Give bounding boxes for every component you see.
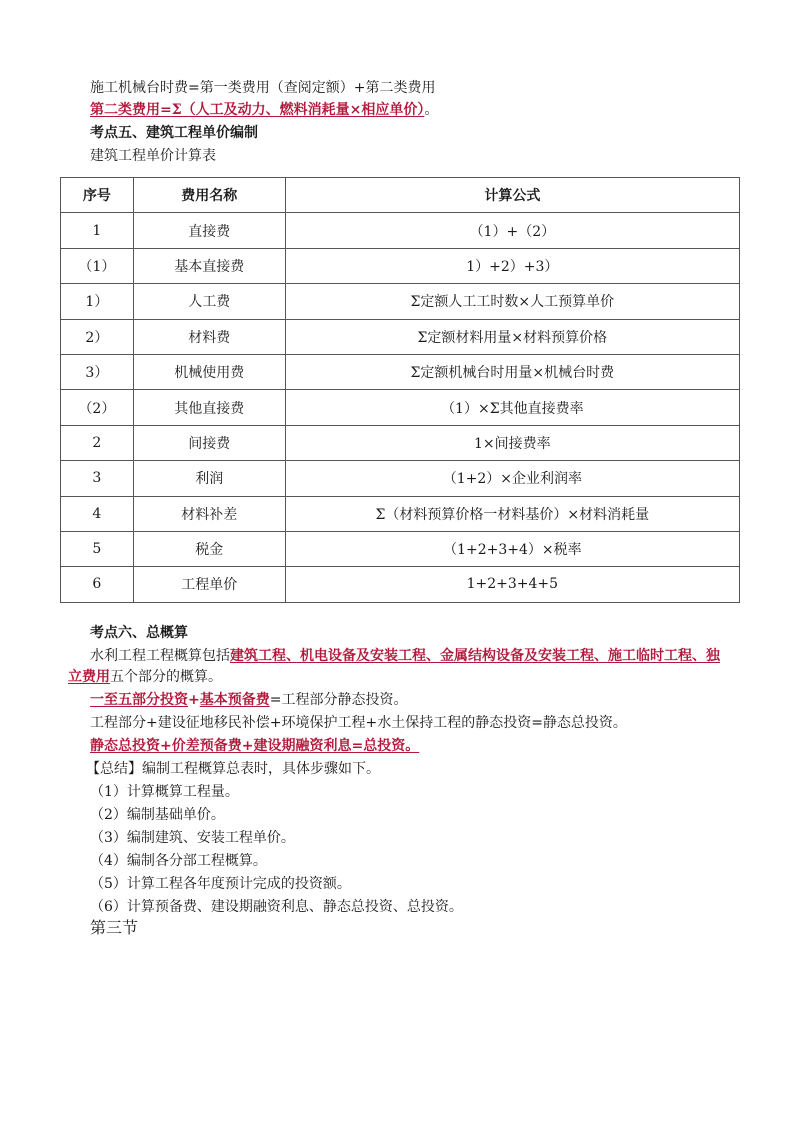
total-static-investment-line: 工程部分+建设征地移民补偿+环境保护工程+水土保持工程的静态投资=静态总投资。 bbox=[90, 715, 627, 731]
cell-formula: （1+2）×企业利润率 bbox=[285, 461, 739, 496]
table-row bbox=[61, 248, 740, 283]
cell-no: 6 bbox=[61, 567, 134, 602]
budget-parts-lead: 水利工程工程概算包括 bbox=[90, 648, 230, 664]
cell-name: 间接费 bbox=[133, 425, 285, 460]
step-item: （6）计算预备费、建设期融资利息、静态总投资、总投资。 bbox=[90, 899, 463, 915]
cell-name: 材料费 bbox=[133, 319, 285, 354]
budget-parts-list: 建筑工程、机电设备及安装工程、金属结构设备及安装工程、施工临时工程、独立费用 bbox=[68, 648, 720, 685]
cell-name: 人工费 bbox=[133, 284, 285, 319]
table-caption: 建筑工程单价计算表 bbox=[90, 148, 216, 164]
machine-hour-cost-formula: 施工机械台时费=第一类费用（查阅定额）+第二类费用 bbox=[90, 80, 436, 96]
table-row bbox=[61, 496, 740, 531]
header-formula: 计算公式 bbox=[285, 178, 739, 213]
cell-formula: 1+2+3+4+5 bbox=[285, 567, 739, 602]
cell-formula: Σ定额机械台时用量×机械台时费 bbox=[285, 354, 739, 389]
heading-point-6: 考点六、总概算 bbox=[90, 625, 188, 641]
header-name: 费用名称 bbox=[133, 178, 285, 213]
cell-formula: Σ定额材料用量×材料预算价格 bbox=[285, 319, 739, 354]
table-row bbox=[61, 425, 740, 460]
step-item: （5）计算工程各年度预计完成的投资额。 bbox=[90, 876, 351, 892]
section-three-heading: 第三节 bbox=[90, 918, 139, 937]
step-item: （2）编制基础单价。 bbox=[90, 807, 225, 823]
table-row bbox=[61, 567, 740, 602]
cell-name: 工程单价 bbox=[133, 567, 285, 602]
cell-no: 3 bbox=[61, 461, 134, 496]
cell-formula: （1）×Σ其他直接费率 bbox=[285, 390, 739, 425]
cell-name: 利润 bbox=[133, 461, 285, 496]
cell-no: 2） bbox=[61, 319, 134, 354]
cell-no: （1） bbox=[61, 248, 134, 283]
table-row bbox=[61, 319, 740, 354]
second-class-cost-formula: 第二类费用=Σ（人工及动力、燃料消耗量×相应单价） bbox=[90, 102, 425, 118]
step-item: （4）编制各分部工程概算。 bbox=[90, 853, 267, 869]
table-row bbox=[61, 284, 740, 319]
parts-1-5-investment: 一至五部分投资 bbox=[90, 692, 188, 708]
table-row bbox=[61, 213, 740, 248]
cell-name: 材料补差 bbox=[133, 496, 285, 531]
second-class-cost-line bbox=[90, 100, 438, 120]
budget-parts-paragraph bbox=[68, 646, 728, 688]
static-investment-tail: =工程部分静态投资。 bbox=[269, 692, 408, 708]
table-header-row bbox=[61, 178, 740, 213]
unit-price-table bbox=[60, 177, 740, 603]
cell-name: 税金 bbox=[133, 531, 285, 566]
cell-no: 1 bbox=[61, 213, 134, 248]
cell-formula: Σ（材料预算价格一材料基价）×材料消耗量 bbox=[285, 496, 739, 531]
cell-formula: 1）+2）+3） bbox=[285, 248, 739, 283]
table-row bbox=[61, 461, 740, 496]
cell-formula: 1×间接费率 bbox=[285, 425, 739, 460]
cell-name: 基本直接费 bbox=[133, 248, 285, 283]
summary-line: 【总结】编制工程概算总表时，具体步骤如下。 bbox=[86, 761, 380, 777]
cell-name: 机械使用费 bbox=[133, 354, 285, 389]
step-item: （1）计算概算工程量。 bbox=[90, 784, 239, 800]
cell-no: 4 bbox=[61, 496, 134, 531]
total-investment-formula: 静态总投资+价差预备费+建设期融资利息=总投资。 bbox=[90, 738, 420, 754]
plus-sign: + bbox=[188, 692, 200, 708]
cell-name: 直接费 bbox=[133, 213, 285, 248]
cell-no: 2 bbox=[61, 425, 134, 460]
period: 。 bbox=[424, 102, 439, 118]
cell-formula: （1）+（2） bbox=[285, 213, 739, 248]
cell-no: （2） bbox=[61, 390, 134, 425]
header-no: 序号 bbox=[61, 178, 134, 213]
budget-parts-tail: 五个部分的概算。 bbox=[110, 669, 222, 685]
table-row bbox=[61, 390, 740, 425]
basic-reserve-fee: 基本预备费 bbox=[199, 692, 270, 708]
cell-formula: （1+2+3+4）×税率 bbox=[285, 531, 739, 566]
cell-name: 其他直接费 bbox=[133, 390, 285, 425]
cell-no: 1） bbox=[61, 284, 134, 319]
table-row bbox=[61, 354, 740, 389]
step-item: （3）编制建筑、安装工程单价。 bbox=[90, 830, 295, 846]
heading-point-5: 考点五、建筑工程单价编制 bbox=[90, 125, 258, 141]
static-investment-line bbox=[90, 690, 407, 710]
cell-formula: Σ定额人工工时数×人工预算单价 bbox=[285, 284, 739, 319]
cell-no: 5 bbox=[61, 531, 134, 566]
cell-no: 3） bbox=[61, 354, 134, 389]
table-row bbox=[61, 531, 740, 566]
